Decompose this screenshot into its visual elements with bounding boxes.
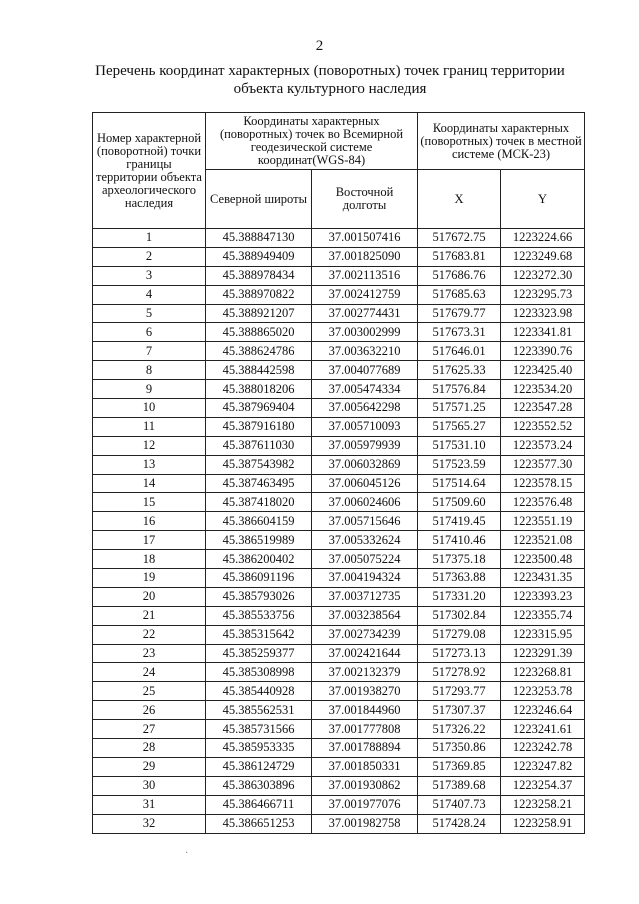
cell-longitude: 37.002774431 (312, 304, 418, 323)
table-row (93, 266, 585, 285)
cell-x: 517363.88 (418, 569, 501, 588)
cell-longitude: 37.001977076 (312, 795, 418, 814)
table-row (93, 436, 585, 455)
cell-longitude: 37.001850331 (312, 757, 418, 776)
cell-y: 1223268.81 (501, 663, 585, 682)
table-row (93, 531, 585, 550)
cell-latitude: 45.388978434 (206, 266, 312, 285)
cell-longitude: 37.005710093 (312, 417, 418, 436)
cell-longitude: 37.002734239 (312, 625, 418, 644)
table-row (93, 399, 585, 418)
table-row (93, 229, 585, 248)
cell-longitude: 37.002113516 (312, 266, 418, 285)
cell-x: 517419.45 (418, 512, 501, 531)
cell-point-number: 17 (93, 531, 206, 550)
cell-latitude: 45.386200402 (206, 550, 312, 569)
cell-x: 517686.76 (418, 266, 501, 285)
cell-latitude: 45.385259377 (206, 644, 312, 663)
cell-longitude: 37.003002999 (312, 323, 418, 342)
cell-latitude: 45.388921207 (206, 304, 312, 323)
cell-y: 1223534.20 (501, 380, 585, 399)
cell-x: 517509.60 (418, 493, 501, 512)
cell-longitude: 37.002412759 (312, 285, 418, 304)
cell-y: 1223547.28 (501, 399, 585, 418)
table-row (93, 701, 585, 720)
cell-latitude: 45.386091196 (206, 569, 312, 588)
cell-x: 517278.92 (418, 663, 501, 682)
cell-y: 1223315.95 (501, 625, 585, 644)
cell-y: 1223578.15 (501, 474, 585, 493)
cell-y: 1223258.21 (501, 795, 585, 814)
table-row (93, 606, 585, 625)
cell-point-number: 12 (93, 436, 206, 455)
cell-longitude: 37.005075224 (312, 550, 418, 569)
page-number: 2 (315, 38, 324, 54)
cell-x: 517683.81 (418, 247, 501, 266)
cell-point-number: 22 (93, 625, 206, 644)
cell-y: 1223355.74 (501, 606, 585, 625)
cell-point-number: 32 (93, 814, 206, 833)
cell-y: 1223425.40 (501, 361, 585, 380)
cell-y: 1223573.24 (501, 436, 585, 455)
title-line-2: объекта культурного наследия (233, 81, 427, 97)
cell-y: 1223241.61 (501, 720, 585, 739)
table-row (93, 682, 585, 701)
cell-y: 1223552.52 (501, 417, 585, 436)
table-row (93, 569, 585, 588)
cell-longitude: 37.006024606 (312, 493, 418, 512)
cell-x: 517625.33 (418, 361, 501, 380)
cell-point-number: 6 (93, 323, 206, 342)
cell-point-number: 29 (93, 757, 206, 776)
header-x: X (418, 170, 501, 229)
table-row (93, 342, 585, 361)
cell-latitude: 45.387418020 (206, 493, 312, 512)
cell-x: 517565.27 (418, 417, 501, 436)
table-row (93, 814, 585, 833)
cell-latitude: 45.387543982 (206, 455, 312, 474)
cell-x: 517646.01 (418, 342, 501, 361)
scan-dot: · (185, 848, 189, 859)
cell-y: 1223521.08 (501, 531, 585, 550)
table-row (93, 795, 585, 814)
cell-x: 517389.68 (418, 776, 501, 795)
cell-x: 517531.10 (418, 436, 501, 455)
cell-latitude: 45.388624786 (206, 342, 312, 361)
cell-point-number: 26 (93, 701, 206, 720)
cell-latitude: 45.387916180 (206, 417, 312, 436)
cell-longitude: 37.003238564 (312, 606, 418, 625)
cell-longitude: 37.005642298 (312, 399, 418, 418)
cell-x: 517302.84 (418, 606, 501, 625)
cell-y: 1223500.48 (501, 550, 585, 569)
cell-x: 517428.24 (418, 814, 501, 833)
table-row (93, 776, 585, 795)
cell-x: 517350.86 (418, 739, 501, 758)
cell-x: 517273.13 (418, 644, 501, 663)
cell-latitude: 45.386124729 (206, 757, 312, 776)
cell-point-number: 27 (93, 720, 206, 739)
cell-point-number: 2 (93, 247, 206, 266)
header-point-number: Номер характерной (поворотной) точки границы территории объекта археологического наследия (93, 113, 206, 229)
cell-x: 517326.22 (418, 720, 501, 739)
cell-latitude: 45.387611030 (206, 436, 312, 455)
cell-latitude: 45.386651253 (206, 814, 312, 833)
cell-point-number: 18 (93, 550, 206, 569)
table-row (93, 247, 585, 266)
cell-x: 517410.46 (418, 531, 501, 550)
table-row (93, 323, 585, 342)
cell-y: 1223272.30 (501, 266, 585, 285)
cell-y: 1223254.37 (501, 776, 585, 795)
cell-longitude: 37.001788894 (312, 739, 418, 758)
cell-longitude: 37.001930862 (312, 776, 418, 795)
cell-longitude: 37.001982758 (312, 814, 418, 833)
cell-y: 1223341.81 (501, 323, 585, 342)
cell-y: 1223323.98 (501, 304, 585, 323)
cell-point-number: 28 (93, 739, 206, 758)
table-row (93, 304, 585, 323)
cell-longitude: 37.004194324 (312, 569, 418, 588)
table-row (93, 720, 585, 739)
cell-point-number: 9 (93, 380, 206, 399)
cell-point-number: 16 (93, 512, 206, 531)
cell-latitude: 45.387463495 (206, 474, 312, 493)
cell-latitude: 45.388018206 (206, 380, 312, 399)
cell-y: 1223242.78 (501, 739, 585, 758)
cell-longitude: 37.001844960 (312, 701, 418, 720)
table-row (93, 663, 585, 682)
document-title (60, 62, 600, 98)
cell-point-number: 10 (93, 399, 206, 418)
cell-longitude: 37.005332624 (312, 531, 418, 550)
cell-x: 517672.75 (418, 229, 501, 248)
cell-point-number: 15 (93, 493, 206, 512)
cell-y: 1223576.48 (501, 493, 585, 512)
cell-latitude: 45.388949409 (206, 247, 312, 266)
table-row (93, 285, 585, 304)
cell-longitude: 37.003632210 (312, 342, 418, 361)
cell-point-number: 8 (93, 361, 206, 380)
cell-latitude: 45.385793026 (206, 587, 312, 606)
cell-latitude: 45.385953335 (206, 739, 312, 758)
cell-latitude: 45.386303896 (206, 776, 312, 795)
cell-x: 517407.73 (418, 795, 501, 814)
cell-y: 1223577.30 (501, 455, 585, 474)
cell-x: 517673.31 (418, 323, 501, 342)
title-line-1: Перечень координат характерных (поворотных) точек границ территории (95, 63, 565, 79)
table-row (93, 361, 585, 380)
table-row (93, 739, 585, 758)
table-row (93, 380, 585, 399)
cell-x: 517369.85 (418, 757, 501, 776)
cell-point-number: 25 (93, 682, 206, 701)
cell-latitude: 45.385731566 (206, 720, 312, 739)
table-row (93, 644, 585, 663)
cell-longitude: 37.002421644 (312, 644, 418, 663)
cell-longitude: 37.005474334 (312, 380, 418, 399)
table-row (93, 512, 585, 531)
cell-longitude: 37.001825090 (312, 247, 418, 266)
table-row (93, 757, 585, 776)
cell-latitude: 45.385440928 (206, 682, 312, 701)
cell-point-number: 13 (93, 455, 206, 474)
cell-point-number: 1 (93, 229, 206, 248)
cell-y: 1223258.91 (501, 814, 585, 833)
coordinates-table (92, 112, 585, 834)
table-row (93, 455, 585, 474)
cell-point-number: 30 (93, 776, 206, 795)
cell-latitude: 45.388865020 (206, 323, 312, 342)
cell-x: 517279.08 (418, 625, 501, 644)
cell-latitude: 45.386604159 (206, 512, 312, 531)
cell-point-number: 20 (93, 587, 206, 606)
cell-y: 1223393.23 (501, 587, 585, 606)
cell-latitude: 45.387969404 (206, 399, 312, 418)
cell-point-number: 7 (93, 342, 206, 361)
cell-longitude: 37.006045126 (312, 474, 418, 493)
table-row (93, 587, 585, 606)
cell-x: 517514.64 (418, 474, 501, 493)
cell-x: 517331.20 (418, 587, 501, 606)
cell-x: 517576.84 (418, 380, 501, 399)
cell-latitude: 45.388970822 (206, 285, 312, 304)
cell-point-number: 3 (93, 266, 206, 285)
cell-latitude: 45.385533756 (206, 606, 312, 625)
cell-x: 517375.18 (418, 550, 501, 569)
cell-y: 1223246.64 (501, 701, 585, 720)
cell-point-number: 19 (93, 569, 206, 588)
cell-y: 1223551.19 (501, 512, 585, 531)
cell-point-number: 4 (93, 285, 206, 304)
header-y: Y (501, 170, 585, 229)
table-body (93, 229, 585, 834)
header-wgs84: Координаты характерных (поворотных) точек во Всемирной геодезической системе координат(WGS-84) (206, 113, 418, 170)
cell-y: 1223224.66 (501, 229, 585, 248)
header-longitude: Восточной долготы (312, 170, 418, 229)
header-latitude: Северной широты (206, 170, 312, 229)
cell-y: 1223247.82 (501, 757, 585, 776)
cell-y: 1223291.39 (501, 644, 585, 663)
cell-longitude: 37.002132379 (312, 663, 418, 682)
cell-longitude: 37.003712735 (312, 587, 418, 606)
table-row (93, 550, 585, 569)
table-row (93, 417, 585, 436)
cell-x: 517679.77 (418, 304, 501, 323)
cell-x: 517685.63 (418, 285, 501, 304)
cell-latitude: 45.388847130 (206, 229, 312, 248)
cell-longitude: 37.005979939 (312, 436, 418, 455)
cell-latitude: 45.385315642 (206, 625, 312, 644)
cell-y: 1223295.73 (501, 285, 585, 304)
header-msk23: Координаты характерных (поворотных) точек в местной системе (МСК-23) (418, 113, 585, 170)
cell-x: 517307.37 (418, 701, 501, 720)
cell-x: 517523.59 (418, 455, 501, 474)
cell-longitude: 37.001777808 (312, 720, 418, 739)
table-row (93, 493, 585, 512)
cell-longitude: 37.001507416 (312, 229, 418, 248)
cell-point-number: 11 (93, 417, 206, 436)
cell-point-number: 14 (93, 474, 206, 493)
cell-x: 517293.77 (418, 682, 501, 701)
cell-latitude: 45.385562531 (206, 701, 312, 720)
cell-latitude: 45.385308998 (206, 663, 312, 682)
cell-x: 517571.25 (418, 399, 501, 418)
cell-longitude: 37.006032869 (312, 455, 418, 474)
table-row (93, 625, 585, 644)
cell-y: 1223390.76 (501, 342, 585, 361)
cell-point-number: 31 (93, 795, 206, 814)
cell-point-number: 24 (93, 663, 206, 682)
cell-y: 1223253.78 (501, 682, 585, 701)
cell-latitude: 45.388442598 (206, 361, 312, 380)
cell-point-number: 23 (93, 644, 206, 663)
cell-y: 1223249.68 (501, 247, 585, 266)
cell-point-number: 5 (93, 304, 206, 323)
cell-longitude: 37.004077689 (312, 361, 418, 380)
cell-latitude: 45.386519989 (206, 531, 312, 550)
cell-y: 1223431.35 (501, 569, 585, 588)
cell-longitude: 37.005715646 (312, 512, 418, 531)
cell-point-number: 21 (93, 606, 206, 625)
cell-longitude: 37.001938270 (312, 682, 418, 701)
cell-latitude: 45.386466711 (206, 795, 312, 814)
table-row (93, 474, 585, 493)
